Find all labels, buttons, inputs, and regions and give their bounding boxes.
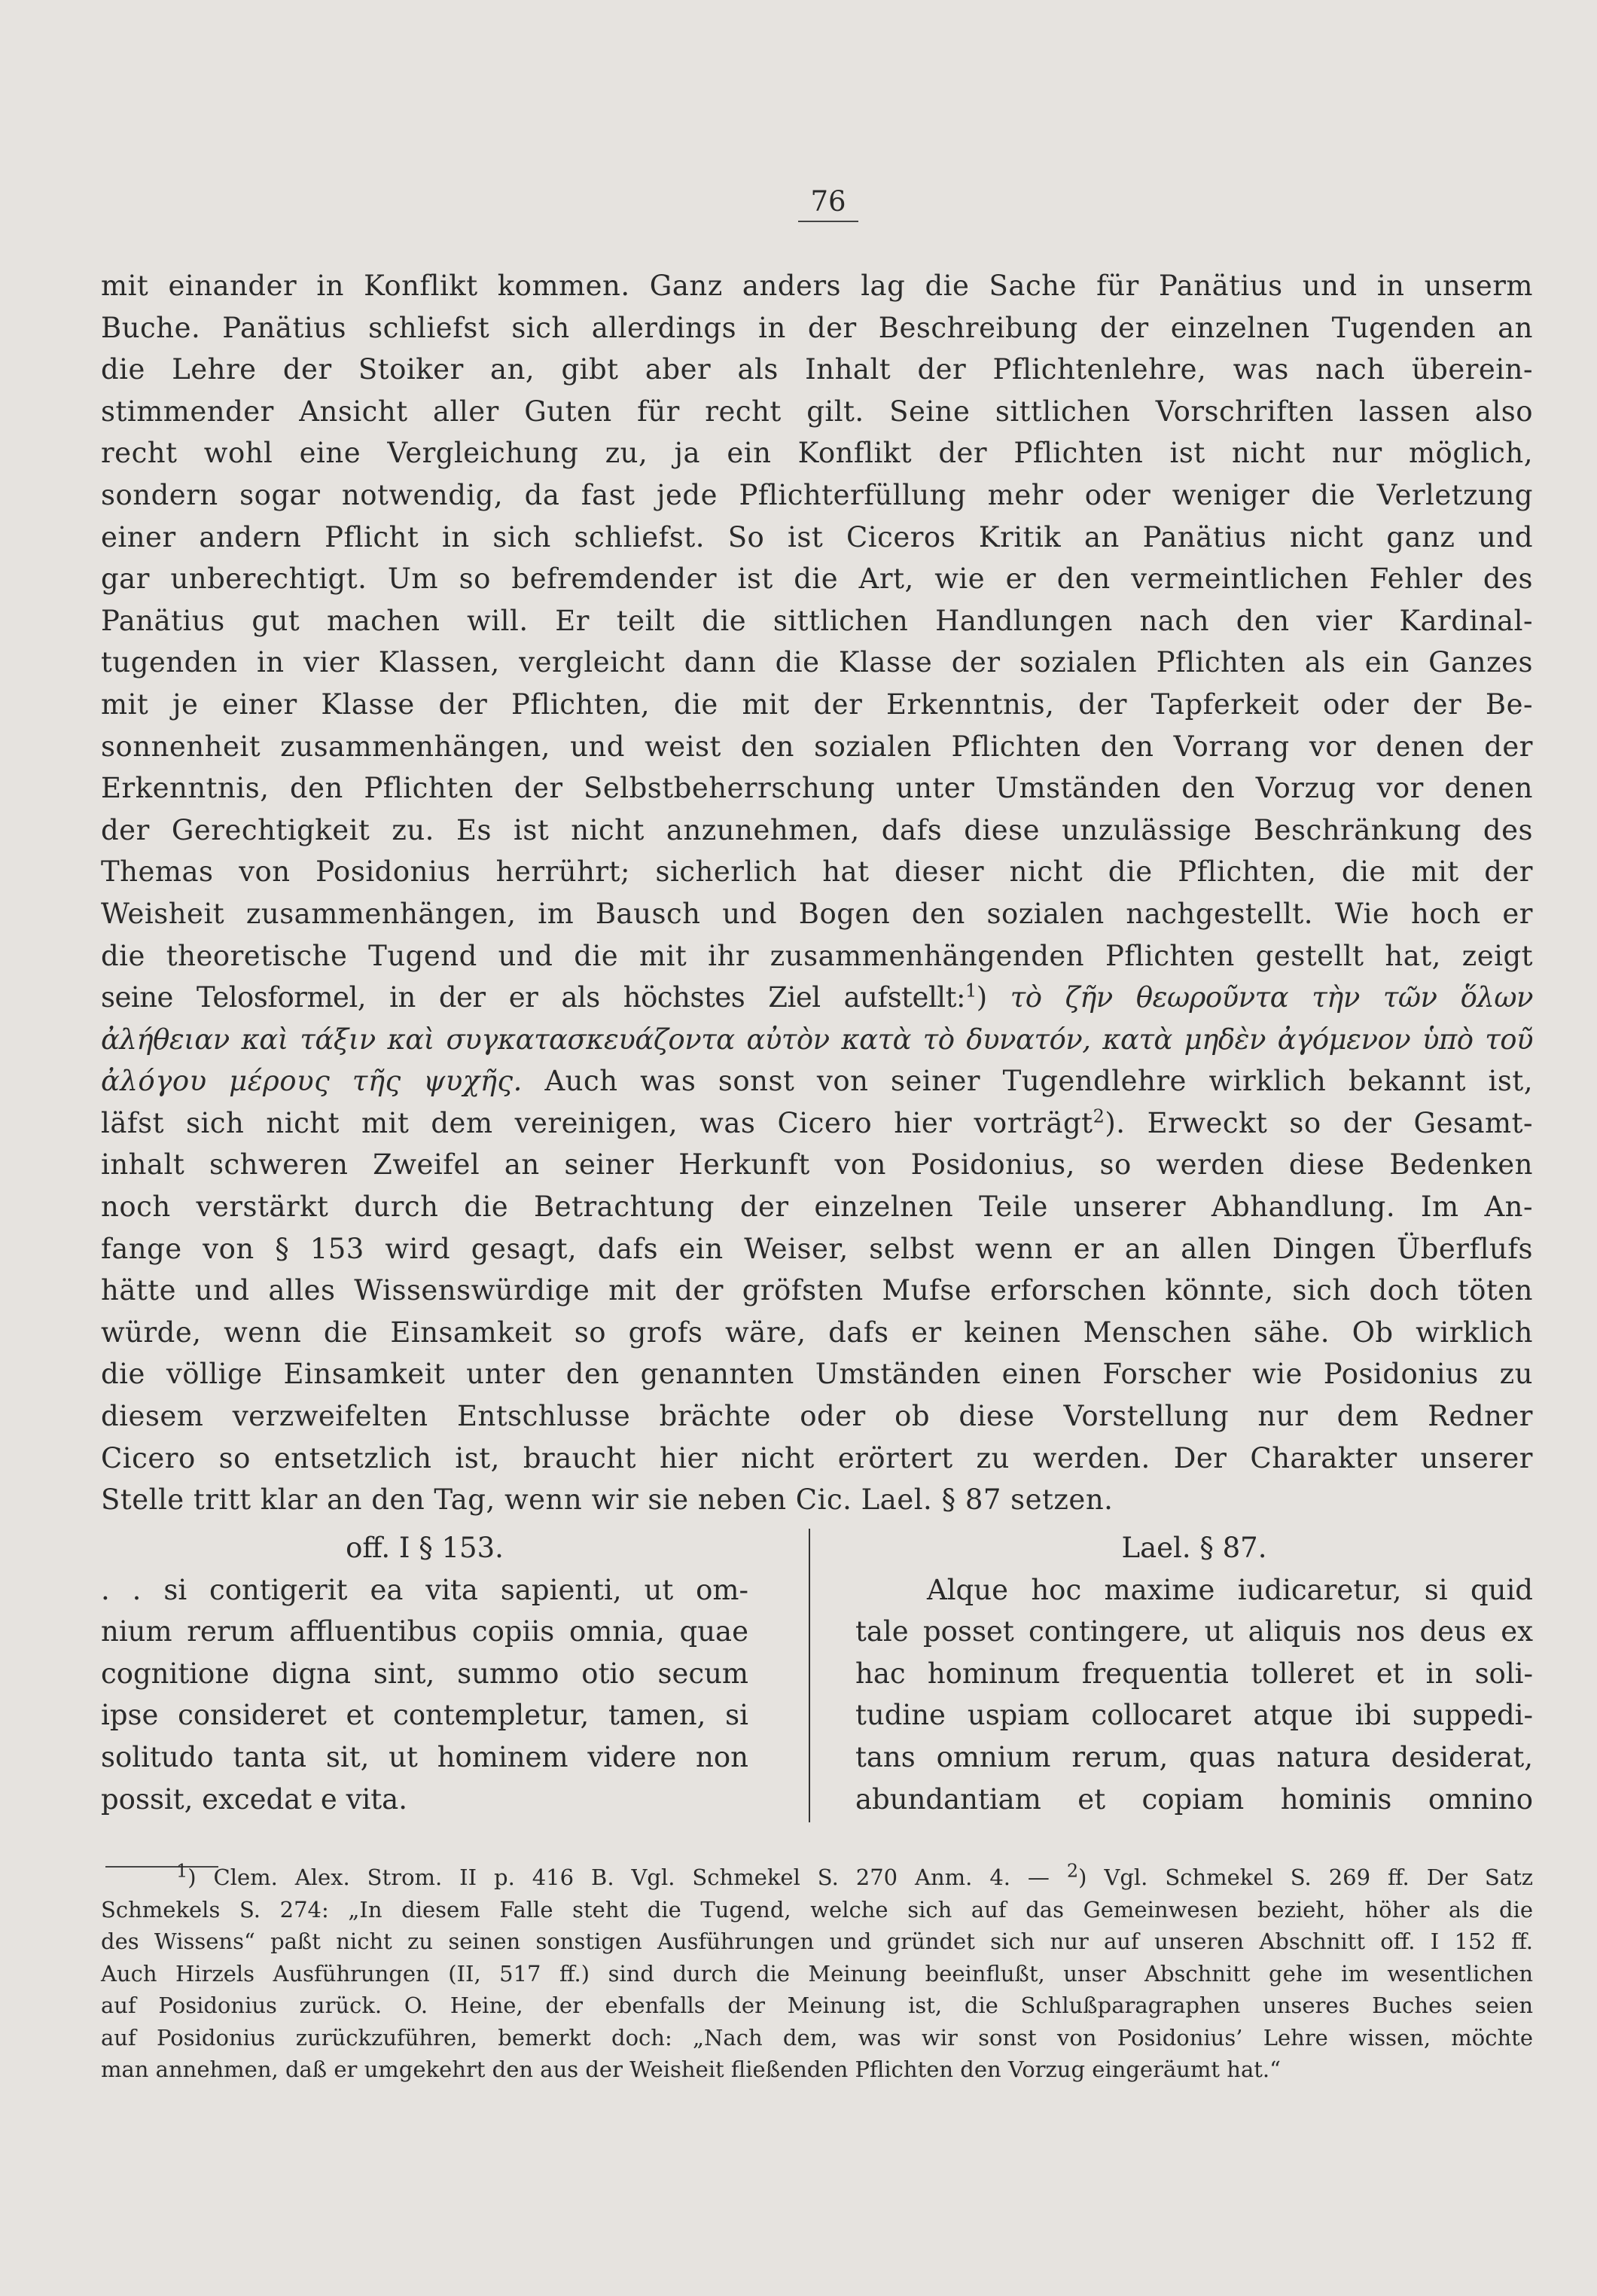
text-line: diesem verzweifelten Entschlusse brächte oder ob diese Vorstellung nur dem Redner (101, 1400, 1533, 1433)
quote-line: solitudo tanta sit, ut hominem videre non (101, 1740, 748, 1773)
footnote-line (101, 1861, 1533, 1894)
left-column-heading: off. I § 153. (346, 1532, 504, 1564)
footnote-line: auf Posidonius zurückzuführen, bemerkt doch: „Nach dem, was wir sonst von Posidonius’ Lehre wissen, möchte (101, 2024, 1533, 2051)
text-line: hätte und alles Wissenswürdige mit der gröfsten Mufse erforschen könnte, sich doch töten (101, 1274, 1533, 1307)
text-line: würde, wenn die Einsamkeit so grofs wäre, dafs er keinen Menschen sähe. Ob wirklich (101, 1316, 1533, 1349)
footnote-mark-1: 1 (965, 980, 977, 1002)
page-number: 76 (798, 185, 858, 222)
column-divider (809, 1529, 810, 1822)
text-line: Themas von Posidonius herrührt; sicherlich hat dieser nicht die Pflichten, die mit der (101, 855, 1533, 889)
footnote-line: Auch Hirzels Ausführungen (II, 517 ff.) sind durch die Meinung beeinflußt, unser Abschnitt gehe im wesentlichen (101, 1960, 1533, 1987)
text-line: einer andern Pflicht in sich schliefst. So ist Ciceros Kritik an Panätius nicht ganz und (101, 520, 1533, 553)
greek-quote: τὸ ζῆν θεωροῦντα τὴν τῶν ὅλων (1010, 981, 1533, 1014)
quote-line: cognitione digna sint, summo otio secum (101, 1657, 748, 1690)
footnote-line: man annehmen, daß er umgekehrt den aus der Weisheit fließenden Pflichten den Vorzug eingeräumt hat.“ (101, 2057, 1281, 2082)
text-line: stimmender Ansicht aller Guten für recht gilt. Seine sittlichen Vorschriften lassen also (101, 395, 1533, 428)
text-segment: Auch was sonst von seiner Tugendlehre wirklich bekannt ist, (544, 1065, 1533, 1098)
quote-line: nium rerum affluentibus copiis omnia, quae (101, 1615, 748, 1648)
text-segment: seine Telosformel, in der er als höchstes Ziel aufstellt: (101, 981, 965, 1014)
quote-line: ipse consideret et contempletur, tamen, si (101, 1699, 748, 1732)
footnotes (101, 1861, 1533, 2086)
footnote-line: Schmekels S. 274: „In diesem Falle steht die Tugend, welche sich auf das Gemeinwesen bezieht, höher als die (101, 1896, 1533, 1922)
text-line: sonnenheit zusammenhängen, und weist den sozialen Pflichten den Vorrang vor denen der (101, 730, 1533, 763)
text-line: Weisheit zusammenhängen, im Bausch und Bogen den sozialen nachgestellt. Wie hoch er (101, 897, 1533, 930)
text-line: recht wohl eine Vergleichung zu, ja ein Konflikt der Pflichten ist nicht nur möglich, (101, 437, 1533, 470)
text-line: sondern sogar notwendig, da fast jede Pflichterfüllung mehr oder weniger die Verletzung (101, 478, 1533, 511)
text-line: fange von § 153 wird gesagt, dafs ein Weiser, selbst wenn er an allen Dingen Überflufs (101, 1232, 1533, 1265)
footnote-text: ) Clem. Alex. Strom. II p. 416 B. Vgl. Schmekel S. 270 Anm. 4. — (187, 1865, 1050, 1890)
text-line-greek-1: seine Telosformel, in der er als höchstes Ziel aufstellt:$^1$) τὸ ζῆν θεωροῦντα τὴν τῶν ὅλων (101, 980, 1533, 1014)
right-column-quote (855, 1527, 1533, 1820)
quote-line: . . si contigerit ea vita sapienti, ut om- (101, 1573, 748, 1606)
quote-line: possit, excedat e vita. (101, 1782, 407, 1816)
quote-line: abundantiam et copiam hominis omnino (855, 1782, 1533, 1816)
footnote-mark-2: 2 (1093, 1105, 1105, 1127)
text-line: Stelle tritt klar an den Tag, wenn wir sie neben Cic. Lael. § 87 setzen. (101, 1483, 1114, 1517)
text-segment: läfst sich nicht mit dem vereinigen, was Cicero hier vorträgt (101, 1106, 1093, 1139)
text-line: inhalt schweren Zweifel an seiner Herkunft von Posidonius, so werden diese Bedenken (101, 1148, 1533, 1182)
quote-line: tudine uspiam collocaret atque ibi suppedi- (855, 1699, 1533, 1732)
left-column-quote (101, 1527, 748, 1820)
footnote-line: auf Posidonius zurück. O. Heine, der ebenfalls der Meinung ist, die Schlußparagraphen unseres Buches seien (101, 1993, 1533, 2018)
text-line: mit einander in Konflikt kommen. Ganz anders lag die Sache für Panätius und in unserm (101, 270, 1533, 302)
text-segment: ). Erweckt so der Gesamt- (1105, 1106, 1533, 1139)
quote-line: Alque hoc maxime iudicaretur, si quid (927, 1573, 1533, 1606)
footnote-line: des Wissens“ paßt nicht zu seinen sonstigen Ausführungen und gründet sich nur auf unseren Abschnitt off. I 152 ff. (101, 1929, 1533, 1954)
text-line: Erkenntnis, den Pflichten der Selbstbeherrschung unter Umständen den Vorzug vor denen (101, 772, 1533, 805)
text-line: Buche. Panätius schliefst sich allerdings in der Beschreibung der einzelnen Tugenden an (101, 311, 1533, 344)
text-line: Cicero so entsetzlich ist, braucht hier nicht erörtert zu werden. Der Charakter unserer (101, 1441, 1533, 1474)
text-line: gar unberechtigt. Um so befremdender ist die Art, wie er den vermeintlichen Fehler des (101, 563, 1533, 596)
footnote-number-1: 1 (176, 1860, 188, 1882)
quote-line: hac hominum frequentia tolleret et in soli- (855, 1657, 1533, 1690)
text-line: der Gerechtigkeit zu. Es ist nicht anzunehmen, dafs diese unzulässige Beschränkung des (101, 813, 1533, 846)
text-line: tugenden in vier Klassen, vergleicht dann die Klasse der sozialen Pflichten als ein Ganzes (101, 646, 1533, 679)
text-line: Panätius gut machen will. Er teilt die sittlichen Handlungen nach den vier Kardinal- (101, 604, 1533, 637)
text-line: die völlige Einsamkeit unter den genannten Umständen einen Forscher wie Posidonius zu (101, 1358, 1533, 1391)
text-line: noch verstärkt durch die Betrachtung der einzelnen Teile unserer Abhandlung. Im An- (101, 1191, 1533, 1224)
quote-line: tale posset contingere, ut aliquis nos deus ex (855, 1615, 1533, 1648)
footnote-text: ) Vgl. Schmekel S. 269 ff. Der Satz (1078, 1865, 1534, 1890)
footnote-number-2: 2 (1066, 1860, 1079, 1882)
text-line-greek-3 (101, 1060, 1533, 1102)
greek-quote: ἀλόγου μέρους τῆς ψυχῆς. (101, 1065, 523, 1098)
text-line: die theoretische Tugend und die mit ihr zusammenhängenden Pflichten gestellt hat, zeigt (101, 939, 1533, 972)
right-column-heading: Lael. § 87. (1121, 1532, 1267, 1564)
text-line-greek-2: ἀλήθειαν καὶ τάξιν καὶ συγκατασκευάζοντα αὐτὸν κατὰ τὸ δυνατόν, κατὰ μηδὲν ἀγόμενον ὑπὸ τοῦ (101, 1023, 1533, 1056)
quote-line: tans omnium rerum, quas natura desiderat, (855, 1740, 1533, 1773)
text-line-note-2 (101, 1102, 1533, 1145)
main-text (101, 265, 1533, 1521)
text-line: die Lehre der Stoiker an, gibt aber als Inhalt der Pflichtenlehre, was nach überein- (101, 353, 1533, 386)
text-line: mit je einer Klasse der Pflichten, die mit der Erkenntnis, der Tapferkeit oder der Be- (101, 688, 1533, 721)
